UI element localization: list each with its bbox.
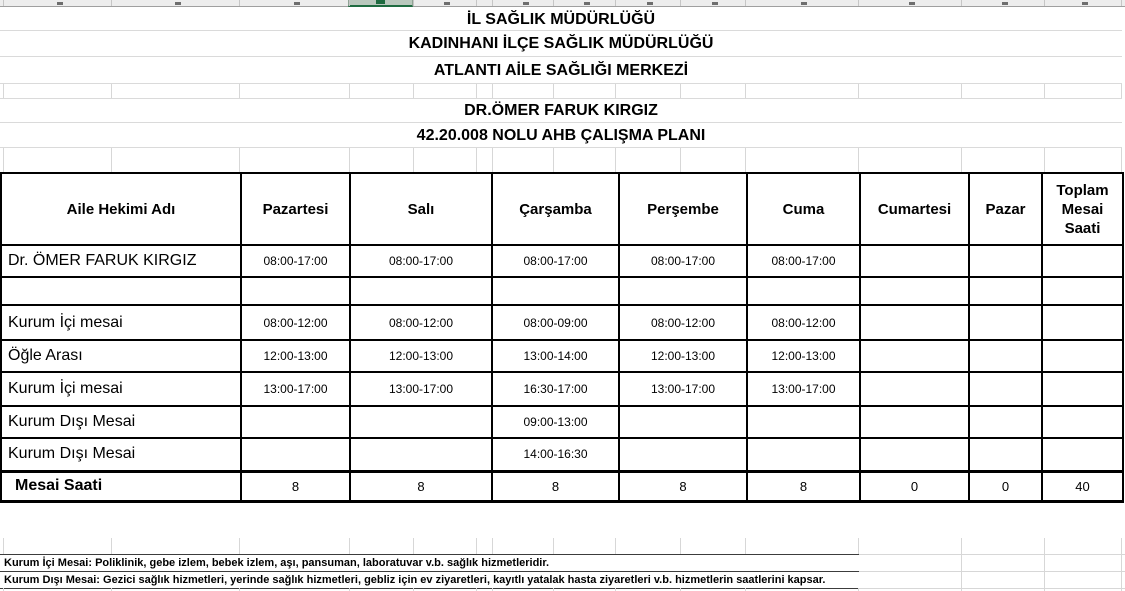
schedule-cell[interactable]: 13:00-17:00 bbox=[350, 372, 492, 406]
header-friday[interactable]: Cuma bbox=[747, 173, 860, 245]
gridline bbox=[476, 538, 477, 554]
gridline bbox=[1044, 84, 1045, 98]
title-cell-doctor-name[interactable]: DR.ÖMER FARUK KIRGIZ bbox=[0, 99, 1122, 123]
gridline bbox=[745, 148, 746, 172]
total-cell[interactable]: 8 bbox=[241, 471, 350, 501]
row-label-cell[interactable]: Mesai Saati bbox=[1, 471, 241, 501]
column-separator-tick bbox=[858, 0, 859, 6]
schedule-cell[interactable] bbox=[969, 340, 1042, 372]
gridline bbox=[615, 538, 616, 554]
table-row bbox=[1, 406, 1123, 438]
schedule-cell[interactable] bbox=[969, 406, 1042, 438]
schedule-cell[interactable]: 13:00-17:00 bbox=[619, 372, 747, 406]
row-label-cell[interactable] bbox=[1, 277, 241, 305]
schedule-cell[interactable] bbox=[860, 305, 969, 340]
gridline bbox=[413, 148, 414, 172]
schedule-cell[interactable] bbox=[860, 340, 969, 372]
schedule-cell[interactable]: 08:00-12:00 bbox=[350, 305, 492, 340]
title-cell-health-center[interactable]: ATLANTI AİLE SAĞLIĞI MERKEZİ bbox=[0, 57, 1122, 84]
title-cell-plan-number[interactable]: 42.20.008 NOLU AHB ÇALIŞMA PLANI bbox=[0, 123, 1122, 148]
total-cell[interactable]: 0 bbox=[860, 471, 969, 501]
column-separator-tick bbox=[615, 0, 616, 6]
column-separator-tick bbox=[553, 0, 554, 6]
work-plan-table bbox=[0, 172, 1124, 503]
gridline bbox=[476, 148, 477, 172]
schedule-cell[interactable] bbox=[619, 438, 747, 471]
excel-column-header-strip bbox=[0, 0, 1125, 7]
gridline bbox=[3, 148, 4, 172]
gridline bbox=[492, 538, 493, 554]
gridline bbox=[961, 84, 962, 98]
gridline bbox=[961, 538, 962, 554]
gridline bbox=[680, 148, 681, 172]
gridline bbox=[3, 84, 4, 98]
gridline bbox=[111, 538, 112, 554]
gridline bbox=[413, 538, 414, 554]
column-separator-tick bbox=[349, 0, 350, 6]
gridline bbox=[349, 84, 350, 98]
gridline bbox=[615, 84, 616, 98]
gridline bbox=[349, 538, 350, 554]
schedule-cell[interactable]: 08:00-12:00 bbox=[241, 305, 350, 340]
footnote-kurum-ici[interactable]: Kurum İçi Mesai: Poliklinik, gebe izlem, bebek izlem, aşı, pansuman, laboratuvar v.b. sağlık hizmetleridir. bbox=[4, 557, 550, 569]
header-thursday[interactable]: Perşembe bbox=[619, 173, 747, 245]
column-separator-tick bbox=[1044, 0, 1045, 6]
header-monday[interactable]: Pazartesi bbox=[241, 173, 350, 245]
column-separator-tick bbox=[476, 0, 477, 6]
schedule-cell[interactable]: 08:00-17:00 bbox=[350, 245, 492, 277]
schedule-cell[interactable]: 13:00-17:00 bbox=[747, 372, 860, 406]
total-cell[interactable]: 8 bbox=[747, 471, 860, 501]
blank-row[interactable] bbox=[0, 538, 1122, 554]
row-label-cell[interactable]: Kurum İçi mesai bbox=[1, 305, 241, 340]
column-separator-tick bbox=[413, 0, 414, 6]
total-cell[interactable]: 8 bbox=[619, 471, 747, 501]
column-separator-tick bbox=[239, 0, 240, 6]
schedule-cell[interactable] bbox=[1042, 340, 1123, 372]
gridline bbox=[680, 84, 681, 98]
gridline bbox=[858, 538, 859, 554]
column-separator-tick bbox=[3, 0, 4, 6]
gridline bbox=[239, 148, 240, 172]
total-cell[interactable]: 8 bbox=[492, 471, 619, 501]
table-header-row bbox=[1, 173, 1123, 245]
blank-row[interactable] bbox=[0, 84, 1122, 99]
schedule-cell[interactable] bbox=[969, 438, 1042, 471]
header-saturday[interactable]: Cumartesi bbox=[860, 173, 969, 245]
column-letter-fragment bbox=[294, 2, 300, 5]
schedule-cell[interactable] bbox=[241, 406, 350, 438]
gridline bbox=[111, 84, 112, 98]
schedule-cell[interactable] bbox=[860, 277, 969, 305]
schedule-cell[interactable]: 08:00-12:00 bbox=[747, 305, 860, 340]
schedule-cell[interactable]: 12:00-13:00 bbox=[747, 340, 860, 372]
blank-row[interactable] bbox=[0, 148, 1122, 172]
schedule-cell[interactable]: 12:00-13:00 bbox=[619, 340, 747, 372]
schedule-cell[interactable] bbox=[1042, 372, 1123, 406]
column-letter-fragment bbox=[801, 2, 807, 5]
schedule-cell[interactable] bbox=[1042, 406, 1123, 438]
selected-column-header[interactable] bbox=[348, 0, 413, 7]
column-separator-tick bbox=[745, 0, 746, 6]
column-letter-fragment bbox=[1082, 2, 1088, 5]
schedule-cell[interactable] bbox=[860, 438, 969, 471]
header-sunday[interactable]: Pazar bbox=[969, 173, 1042, 245]
gridline bbox=[680, 538, 681, 554]
gridline bbox=[1044, 538, 1045, 554]
schedule-cell[interactable]: 16:30-17:00 bbox=[492, 372, 619, 406]
schedule-cell[interactable] bbox=[241, 277, 350, 305]
schedule-cell[interactable] bbox=[1042, 305, 1123, 340]
schedule-cell[interactable] bbox=[747, 438, 860, 471]
gridline bbox=[961, 148, 962, 172]
table-row bbox=[1, 245, 1123, 277]
schedule-cell[interactable]: 08:00-17:00 bbox=[241, 245, 350, 277]
schedule-cell[interactable] bbox=[619, 406, 747, 438]
column-separator-tick bbox=[1121, 0, 1122, 6]
gridline bbox=[239, 84, 240, 98]
schedule-cell[interactable] bbox=[969, 305, 1042, 340]
total-cell[interactable]: 8 bbox=[350, 471, 492, 501]
column-letter-fragment bbox=[647, 2, 653, 5]
header-tuesday[interactable]: Salı bbox=[350, 173, 492, 245]
title-cell-district-directorate[interactable]: KADINHANI İLÇE SAĞLIK MÜDÜRLÜĞÜ bbox=[0, 31, 1122, 57]
gridline bbox=[3, 538, 4, 554]
gridline bbox=[615, 148, 616, 172]
schedule-cell[interactable]: 08:00-09:00 bbox=[492, 305, 619, 340]
schedule-cell[interactable]: 13:00-14:00 bbox=[492, 340, 619, 372]
schedule-cell[interactable]: 08:00-17:00 bbox=[747, 245, 860, 277]
gridline bbox=[858, 148, 859, 172]
row-label-cell[interactable]: Kurum İçi mesai bbox=[1, 372, 241, 406]
column-letter-fragment bbox=[444, 2, 450, 5]
table-row bbox=[1, 277, 1123, 305]
schedule-cell[interactable] bbox=[860, 372, 969, 406]
schedule-cell[interactable] bbox=[1042, 277, 1123, 305]
gridline bbox=[1121, 148, 1122, 172]
schedule-cell[interactable] bbox=[350, 277, 492, 305]
gridline bbox=[553, 148, 554, 172]
schedule-cell[interactable] bbox=[619, 277, 747, 305]
gridline bbox=[553, 84, 554, 98]
gridline bbox=[492, 148, 493, 172]
gridline bbox=[1044, 148, 1045, 172]
column-letter-fragment bbox=[712, 2, 718, 5]
gridline bbox=[349, 148, 350, 172]
schedule-cell[interactable] bbox=[860, 406, 969, 438]
table-row bbox=[1, 305, 1123, 340]
schedule-cell[interactable] bbox=[969, 372, 1042, 406]
title-cell-provincial-directorate[interactable]: İL SAĞLIK MÜDÜRLÜĞÜ bbox=[0, 8, 1122, 31]
schedule-cell[interactable] bbox=[350, 406, 492, 438]
schedule-cell[interactable] bbox=[350, 438, 492, 471]
schedule-cell[interactable]: 09:00-13:00 bbox=[492, 406, 619, 438]
column-letter-fragment bbox=[909, 2, 915, 5]
schedule-cell[interactable] bbox=[747, 277, 860, 305]
row-label-cell[interactable]: Öğle Arası bbox=[1, 340, 241, 372]
column-letter-fragment bbox=[175, 2, 181, 5]
gridline bbox=[492, 84, 493, 98]
row-label-cell[interactable]: Dr. ÖMER FARUK KIRGIZ bbox=[1, 245, 241, 277]
schedule-cell[interactable] bbox=[969, 277, 1042, 305]
total-hours-row bbox=[1, 471, 1123, 501]
gridline bbox=[961, 554, 962, 588]
gridline bbox=[1121, 84, 1122, 98]
schedule-cell[interactable]: 14:00-16:30 bbox=[492, 438, 619, 471]
gridline bbox=[745, 84, 746, 98]
table-row bbox=[1, 340, 1123, 372]
row-label-cell[interactable]: Kurum Dışı Mesai bbox=[1, 406, 241, 438]
selected-column-letter-fragment bbox=[376, 0, 385, 4]
gridline bbox=[745, 538, 746, 554]
table-row bbox=[1, 372, 1123, 406]
schedule-cell[interactable] bbox=[1042, 438, 1123, 471]
schedule-cell[interactable]: 08:00-17:00 bbox=[492, 245, 619, 277]
header-doctor-name[interactable]: Aile Hekimi Adı bbox=[1, 173, 241, 245]
total-cell[interactable]: 0 bbox=[969, 471, 1042, 501]
schedule-cell[interactable] bbox=[492, 277, 619, 305]
column-separator-tick bbox=[111, 0, 112, 6]
schedule-cell[interactable]: 12:00-13:00 bbox=[350, 340, 492, 372]
header-total-hours[interactable]: Toplam Mesai Saati bbox=[1042, 173, 1123, 245]
footnote-kurum-disi[interactable]: Kurum Dışı Mesai: Gezici sağlık hizmetleri, yerinde sağlık hizmetleri, gebliz için ev ziyaretleri, kayıtlı yatalak hasta ziyaretleri v.b. hizmetlerin saatlerini kapsar. bbox=[4, 574, 826, 586]
schedule-cell[interactable] bbox=[241, 438, 350, 471]
column-separator-tick bbox=[680, 0, 681, 6]
schedule-cell[interactable]: 13:00-17:00 bbox=[241, 372, 350, 406]
table-row bbox=[1, 438, 1123, 471]
header-wednesday[interactable]: Çarşamba bbox=[492, 173, 619, 245]
schedule-cell[interactable] bbox=[860, 245, 969, 277]
schedule-cell[interactable] bbox=[969, 245, 1042, 277]
column-separator-tick bbox=[492, 0, 493, 6]
total-cell[interactable]: 40 bbox=[1042, 471, 1123, 501]
gridline bbox=[111, 148, 112, 172]
column-letter-fragment bbox=[1002, 2, 1008, 5]
column-letter-fragment bbox=[523, 2, 529, 5]
gridline bbox=[476, 84, 477, 98]
gridline bbox=[1121, 554, 1122, 588]
row-label-cell[interactable]: Kurum Dışı Mesai bbox=[1, 438, 241, 471]
gridline bbox=[858, 84, 859, 98]
schedule-cell[interactable] bbox=[1042, 245, 1123, 277]
column-letter-fragment bbox=[57, 2, 63, 5]
gridline bbox=[553, 538, 554, 554]
column-letter-fragment bbox=[584, 2, 590, 5]
gridline bbox=[239, 538, 240, 554]
schedule-cell[interactable]: 08:00-17:00 bbox=[619, 245, 747, 277]
gridline-region bbox=[0, 554, 1125, 588]
schedule-cell[interactable]: 08:00-12:00 bbox=[619, 305, 747, 340]
gridline bbox=[413, 84, 414, 98]
schedule-cell[interactable] bbox=[747, 406, 860, 438]
gridline bbox=[1121, 538, 1122, 554]
column-separator-tick bbox=[961, 0, 962, 6]
gridline bbox=[1044, 554, 1045, 588]
schedule-cell[interactable]: 12:00-13:00 bbox=[241, 340, 350, 372]
